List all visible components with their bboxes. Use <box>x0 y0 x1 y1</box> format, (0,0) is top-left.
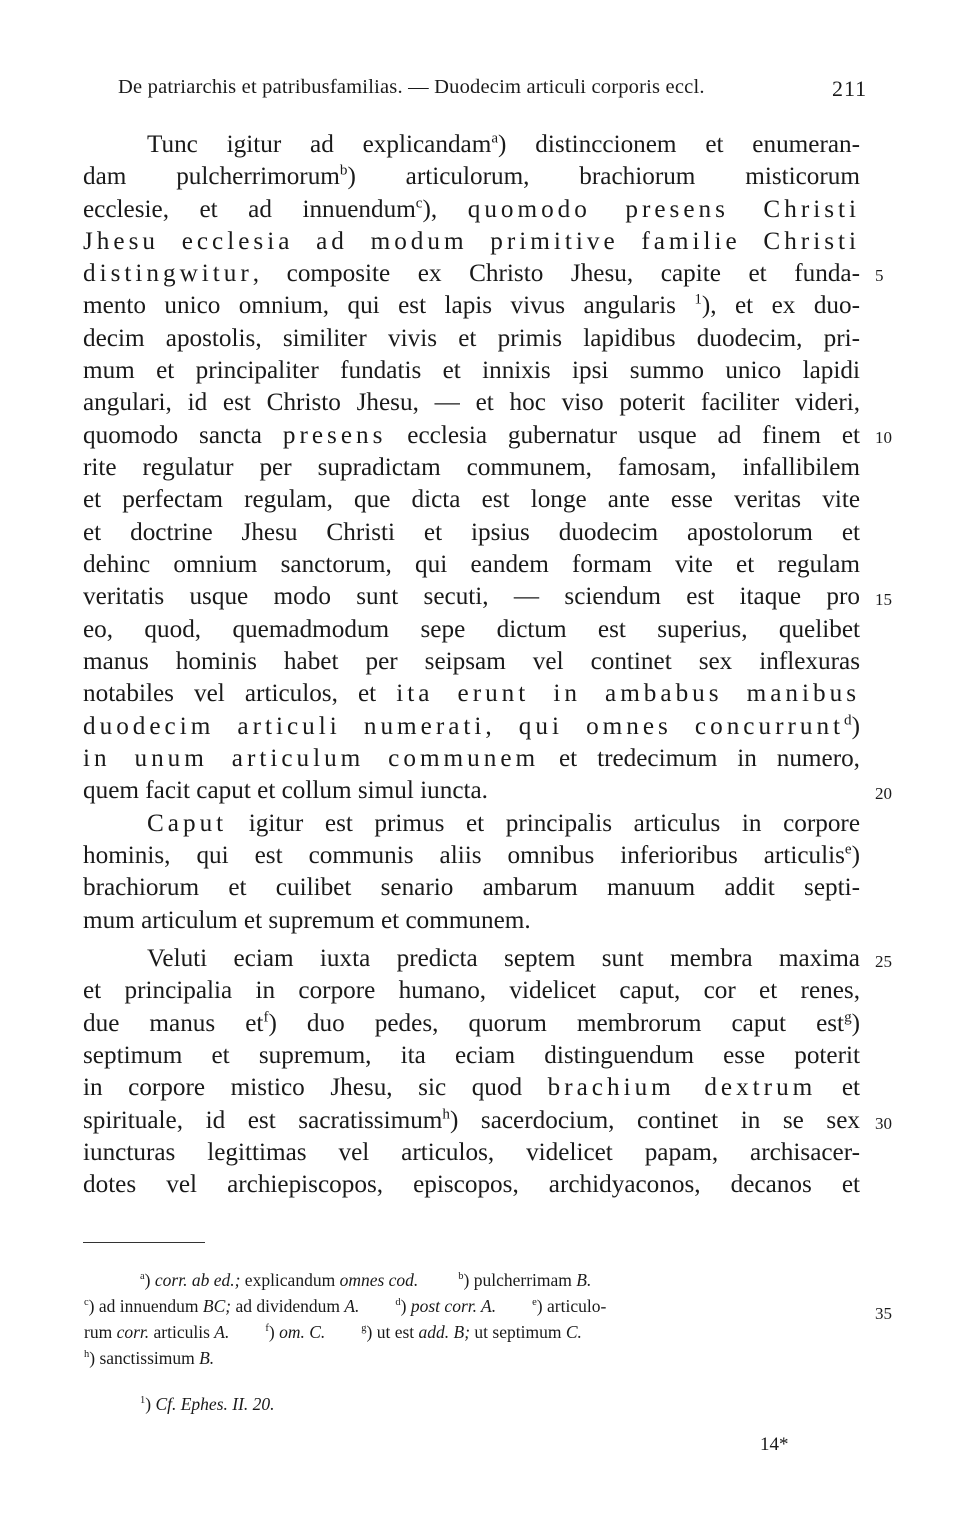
text-line-6: mento unico omnium, qui est lapis vivus angularis $^1$), et ex duo- <box>83 291 860 319</box>
text-line-5: distingwitur, composite ex Christo Jhesu, capite et funda- <box>83 260 860 287</box>
text-line-19: duodecim articuli numerati, qui omnes concurrunt$^d$) <box>83 712 860 740</box>
signature-mark: 14* <box>760 1434 789 1455</box>
text-line-7: decim apostolis, similiter vivis et primis lapidibus duodecim, pri- <box>83 325 860 352</box>
text-line-13: et doctrine Jhesu Christi et ipsius duodecim apostolorum et <box>83 519 860 546</box>
line-number-10: 10 <box>875 428 892 447</box>
running-header: De patriarchis et patribusfamilias. — Duodecim articuli corporis eccl. <box>118 76 705 98</box>
text-line-8: mum et principaliter fundatis et innixis ipsi summo unico lapidi <box>83 357 860 384</box>
footnote-line-3: rum corr. articulis A. $^f$) om. C. $^g$) ut est add. B; ut septimum C. <box>84 1322 582 1342</box>
line-number-5: 5 <box>875 266 884 285</box>
text-line-21: quem facit caput et collum simul iuncta. <box>83 777 488 804</box>
text-line-4: Jhesu ecclesia ad modum primitive familie Christi <box>83 228 860 255</box>
line-number-25: 25 <box>875 952 892 971</box>
text-line-27: et principalia in corpore humano, videlicet caput, cor et renes, <box>83 977 860 1004</box>
text-line-3: ecclesie, et ad innuendum$^c$), quomodo presens Christi <box>83 195 860 223</box>
text-line-9: angulari, id est Christo Jhesu, — et hoc viso poterit faciliter videri, <box>83 389 860 416</box>
text-line-14: dehinc omnium sanctorum, qui eandem formam vite et regulam <box>83 551 860 578</box>
text-line-1: Tunc igitur ad explicandam$^a$) distinccionem et enumeran- <box>147 130 860 158</box>
text-line-15: veritatis usque modo sunt secuti, — sciendum est itaque pro <box>83 583 860 610</box>
text-line-33: dotes vel archiepiscopos, episcopos, archidyaconos, decanos et <box>83 1171 860 1198</box>
text-line-24: brachiorum et cuilibet senario ambarum manuum addit septi- <box>83 874 860 901</box>
text-line-32: iuncturas legittimas vel articulos, videlicet papam, archisacer- <box>83 1139 860 1166</box>
line-number-30: 30 <box>875 1114 892 1133</box>
text-line-29: septimum et supremum, ita eciam distinguendum esse poterit <box>83 1042 860 1069</box>
text-line-17: manus hominis habet per seipsam vel continet sex inflexuras <box>83 648 860 675</box>
text-line-28: due manus $et^f$) duo pedes, quorum membrorum caput est$^g$) <box>83 1009 861 1037</box>
text-line-31: spirituale, id est sacratissimum$^h$) sacerdocium, continet in se sex <box>83 1106 861 1134</box>
line-number-35: 35 <box>875 1304 892 1323</box>
text-line-25: mum articulum et supremum et communem. <box>83 907 531 934</box>
footnote-line-5: $^1$) Cf. Ephes. II. 20. <box>140 1394 275 1414</box>
text-line-2: dam pulcherrimorum$^b$) articulorum, brachiorum misticorum <box>83 162 860 190</box>
text-line-12: et perfectam regulam, que dicta est longe ante esse veritas vite <box>83 486 860 513</box>
text-line-20: in unum articulum communem et tredecimum in numero, <box>83 745 860 772</box>
text-line-22: Caput igitur est primus et principalis articulus in corpore <box>147 810 860 837</box>
text-line-23: hominis, qui est communis aliis omnibus inferioribus articulis$^e$) <box>83 841 860 869</box>
text-line-30: in corpore mistico Jhesu, sic quod brachium dextrum et <box>83 1074 860 1101</box>
text-line-11: rite regulatur per supradictam communem, famosam, infallibilem <box>83 454 860 481</box>
footnote-line-2: $^c$) ad innuendum BC; ad dividendum A. $^d$) post corr. A. $^e$) articulo- <box>84 1296 607 1316</box>
footnote-line-4: $^h$) sanctissimum B. <box>84 1348 215 1368</box>
page-number: 211 <box>832 76 868 101</box>
text-line-26: Veluti eciam iuxta predicta septem sunt membra maxima <box>147 945 860 972</box>
footnote-line-1: $^a$) corr. ab ed.; explicandum omnes cod. $^b$) pulcherrimam B. <box>140 1270 592 1290</box>
text-line-18: notabiles vel articulos, et ita erunt in ambabus manibus <box>83 680 860 707</box>
text-line-16: eo, quod, quemadmodum sepe dictum est superius, quelibet <box>83 616 860 643</box>
line-number-20: 20 <box>875 784 892 803</box>
text-line-10: quomodo sancta presens ecclesia gubernatur usque ad finem et <box>83 422 861 449</box>
line-number-15: 15 <box>875 590 892 609</box>
footnote-divider <box>83 1242 205 1243</box>
